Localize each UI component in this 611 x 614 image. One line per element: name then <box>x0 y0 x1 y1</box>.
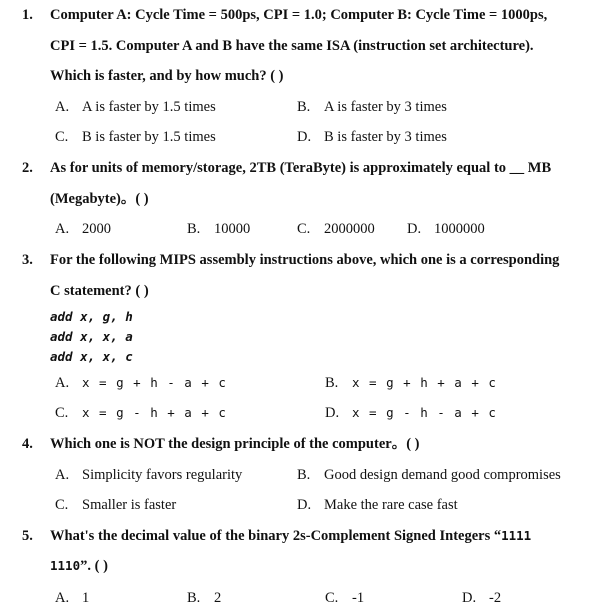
option-label: C. <box>55 405 69 421</box>
option-text: -1 <box>352 590 365 606</box>
option-text: 1000000 <box>434 221 485 237</box>
option-label: B. <box>325 375 339 391</box>
option-label: B. <box>187 221 201 237</box>
question-3-option-c[interactable] <box>55 404 227 422</box>
option-label: D. <box>462 590 477 606</box>
option-text: 2 <box>214 590 222 606</box>
question-4-option-b[interactable] <box>297 466 561 484</box>
option-label: A. <box>55 467 70 483</box>
question-2-line-1: As for units of memory/storage, 2TB (TeraByte) is approximately equal to __ MB <box>50 160 552 176</box>
option-label: A. <box>55 590 70 606</box>
option-label: D. <box>407 221 422 237</box>
option-text: x = g - h + a + c <box>82 405 227 420</box>
option-label: D. <box>325 405 340 421</box>
option-label: B. <box>297 467 311 483</box>
question-5-option-a[interactable] <box>55 589 89 607</box>
binary-value-part-1: 1111 <box>501 528 532 543</box>
option-text: x = g - h - a + c <box>352 405 497 420</box>
question-1-option-b[interactable] <box>297 98 447 116</box>
option-label: A. <box>55 375 70 391</box>
question-1-line-3: Which is faster, and by how much? ( ) <box>50 68 284 84</box>
option-label: C. <box>55 497 69 513</box>
question-5-line-2 <box>50 557 108 575</box>
option-label: D. <box>297 497 312 513</box>
question-5-option-b[interactable] <box>187 589 221 607</box>
option-text: x = g + h + a + c <box>352 375 497 390</box>
option-label: A. <box>55 99 70 115</box>
option-text: B is faster by 1.5 times <box>82 129 216 145</box>
question-2-number: 2. <box>22 160 33 176</box>
question-2-line-2: (Megabyte)。( ) <box>50 191 149 207</box>
question-3-line-1: For the following MIPS assembly instructions above, which one is a corresponding <box>50 252 560 268</box>
question-3-option-d[interactable] <box>325 404 497 422</box>
question-5-tail: ”. ( ) <box>80 558 108 574</box>
question-5-option-c[interactable] <box>325 589 364 607</box>
question-1-option-d[interactable] <box>297 128 447 146</box>
option-text: B is faster by 3 times <box>324 129 447 145</box>
question-5-line-1 <box>50 527 531 545</box>
question-2-option-a[interactable] <box>55 220 111 238</box>
option-text: -2 <box>489 590 502 606</box>
question-2-option-c[interactable] <box>297 220 375 238</box>
option-label: A. <box>55 221 70 237</box>
question-3-option-a[interactable] <box>55 374 227 392</box>
question-3-option-b[interactable] <box>325 374 497 392</box>
question-5-text: What's the decimal value of the binary 2s-Complement Signed Integers “ <box>50 528 502 544</box>
question-1-line-2: CPI = 1.5. Computer A and B have the same ISA (instruction set architecture). <box>50 38 534 54</box>
question-1-line-1: Computer A: Cycle Time = 500ps, CPI = 1.0; Computer B: Cycle Time = 1000ps, <box>50 7 548 23</box>
option-label: D. <box>297 129 312 145</box>
question-4-option-c[interactable] <box>55 496 176 514</box>
code-line-1: add x, g, h <box>50 309 133 324</box>
option-text: 2000 <box>82 221 111 237</box>
binary-value-part-2: 1110 <box>50 558 81 573</box>
question-2-option-b[interactable] <box>187 220 250 238</box>
question-2-option-d[interactable] <box>407 220 485 238</box>
question-4-line-1: Which one is NOT the design principle of the computer。( ) <box>50 436 420 452</box>
code-line-3: add x, x, c <box>50 349 133 364</box>
question-3-line-2: C statement? ( ) <box>50 283 149 299</box>
option-text: 1 <box>82 590 90 606</box>
question-1-number: 1. <box>22 7 33 23</box>
option-text: 2000000 <box>324 221 375 237</box>
question-1-option-a[interactable] <box>55 98 216 116</box>
option-text: Make the rare case fast <box>324 497 458 513</box>
option-label: B. <box>297 99 311 115</box>
option-label: C. <box>55 129 69 145</box>
question-4-number: 4. <box>22 436 33 452</box>
option-text: Smaller is faster <box>82 497 177 513</box>
option-text: Simplicity favors regularity <box>82 467 243 483</box>
option-label: B. <box>187 590 201 606</box>
question-5-number: 5. <box>22 528 33 544</box>
question-4-option-a[interactable] <box>55 466 242 484</box>
question-3-number: 3. <box>22 252 33 268</box>
option-text: A is faster by 3 times <box>324 99 447 115</box>
question-1-option-c[interactable] <box>55 128 216 146</box>
option-label: C. <box>325 590 339 606</box>
code-line-2: add x, x, a <box>50 329 133 344</box>
option-text: Good design demand good compromises <box>324 467 561 483</box>
question-5-option-d[interactable] <box>462 589 501 607</box>
option-text: 10000 <box>214 221 251 237</box>
option-text: x = g + h - a + c <box>82 375 227 390</box>
option-label: C. <box>297 221 311 237</box>
option-text: A is faster by 1.5 times <box>82 99 216 115</box>
question-4-option-d[interactable] <box>297 496 458 514</box>
